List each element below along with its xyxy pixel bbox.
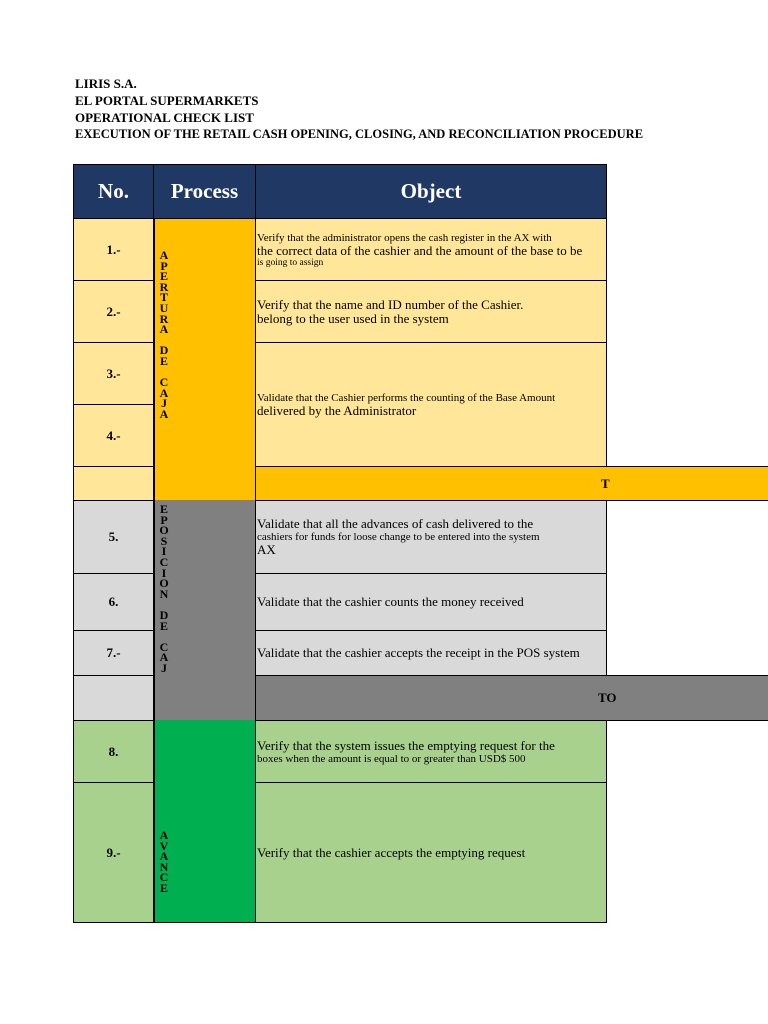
apertura-total-band xyxy=(255,466,768,501)
object-cell xyxy=(255,280,607,343)
row-number: 2.- xyxy=(73,280,154,343)
process-reposicion-label: E P O S I C I O N D E C A J xyxy=(159,502,169,675)
object-text-line: Verify that the cashier accepts the emptying request xyxy=(257,844,526,860)
object-cell xyxy=(255,573,607,631)
object-text-line: belong to the user used in the system xyxy=(257,310,449,326)
object-text-line: AX xyxy=(257,542,276,557)
object-text-line: Validate that the cashier accepts the receipt in the POS system xyxy=(257,645,580,660)
company-name: LIRIS S.A. xyxy=(75,76,137,91)
object-text-line: Validate that all the advances of cash delivered to the xyxy=(257,516,534,531)
object-text-line: Verify that the administrator opens the cash register in the AX with xyxy=(257,231,552,244)
process-reposicion-cell xyxy=(154,500,255,720)
object-text-line: delivered by the Administrator xyxy=(257,402,417,418)
row-number: 1.- xyxy=(73,218,154,281)
document-header xyxy=(75,75,643,143)
process-apertura-label: A P E R T U R A D E C A J A xyxy=(159,248,169,421)
process-avance-cell xyxy=(154,720,255,923)
row-number: 4.- xyxy=(73,404,154,467)
object-text-line: Validate that the cashier counts the money received xyxy=(257,594,524,609)
object-text-line: Validate that the Cashier performs the counting of the Base Amount xyxy=(257,391,556,404)
store-name: EL PORTAL SUPERMARKETS xyxy=(75,93,259,108)
row-number: 7.- xyxy=(73,630,154,676)
row-number: 9.- xyxy=(73,782,154,923)
column-header-process: Process xyxy=(153,164,256,219)
process-apertura-cell xyxy=(154,219,255,500)
row-number: 8. xyxy=(73,720,154,783)
procedure-title: EXECUTION OF THE RETAIL CASH OPENING, CLOSING, AND RECONCILIATION PROCEDURE xyxy=(75,127,644,141)
object-cell xyxy=(255,342,607,467)
column-header-object: Object xyxy=(255,164,607,219)
object-text-line: is going to assign xyxy=(257,257,324,268)
row-number xyxy=(73,466,154,501)
object-cell xyxy=(255,720,607,783)
process-avance-label: A V A N C E xyxy=(159,828,169,895)
column-header-no: No. xyxy=(73,164,154,219)
object-text-line: boxes when the amount is equal to or greater than USD$ 500 xyxy=(257,752,526,765)
object-text-line: Verify that the system issues the emptying request for the xyxy=(257,737,555,753)
band-label: TO xyxy=(598,690,617,705)
row-number: 3.- xyxy=(73,342,154,405)
doc-type: OPERATIONAL CHECK LIST xyxy=(75,110,254,125)
row-number: 6. xyxy=(73,573,154,631)
object-cell xyxy=(255,630,607,676)
object-text-line: the correct data of the cashier and the amount of the base to be xyxy=(257,242,583,258)
object-text-line: cashiers for funds for loose change to be entered into the system xyxy=(257,531,540,543)
row-number: 5. xyxy=(73,500,154,574)
object-text-line: Verify that the name and ID number of the Cashier. xyxy=(257,296,524,312)
band-label: T xyxy=(601,475,610,491)
object-cell xyxy=(255,782,607,923)
object-cell xyxy=(255,218,607,281)
reposicion-total-band xyxy=(255,675,768,721)
object-cell xyxy=(255,500,607,574)
row-number xyxy=(73,675,154,721)
